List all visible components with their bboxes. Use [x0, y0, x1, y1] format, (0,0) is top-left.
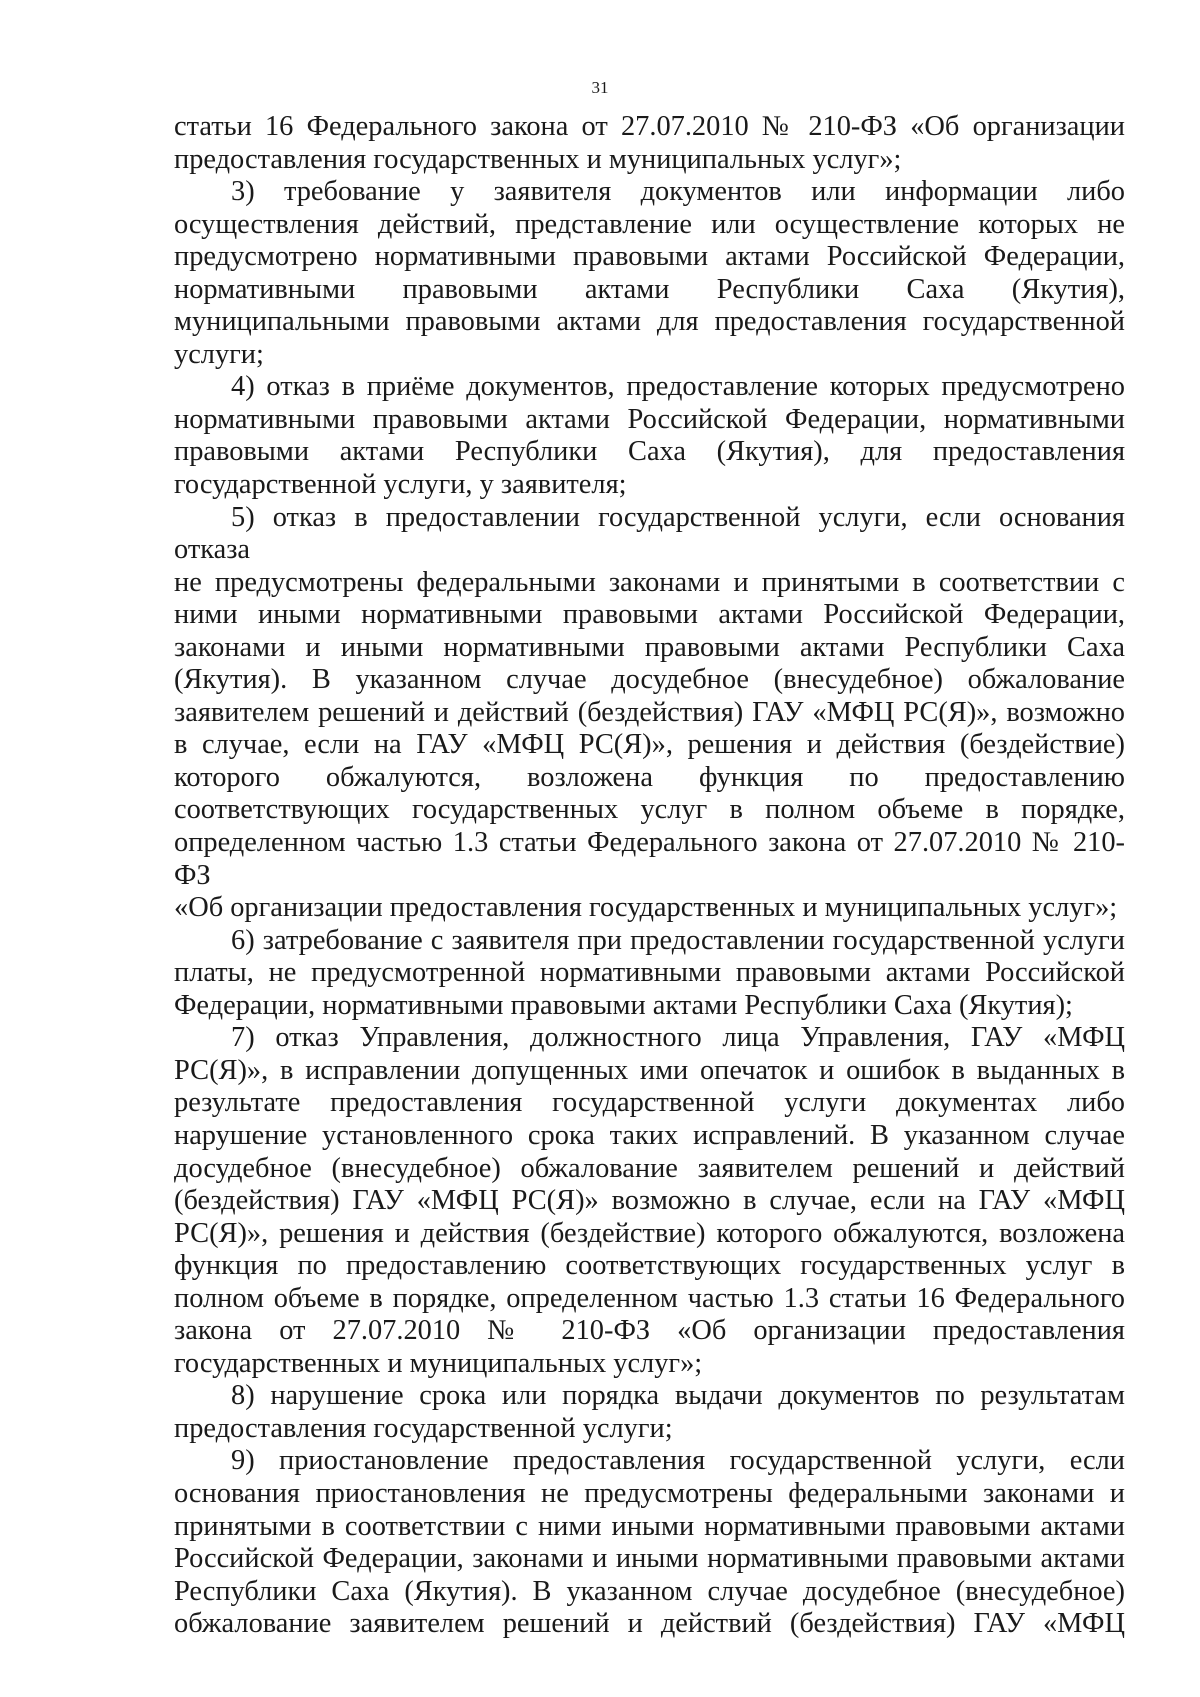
text-line: функция по предоставлению соответствующих государственных услуг в — [174, 1250, 1125, 1282]
paragraph — [174, 111, 1125, 176]
text-line: 5) отказ в предоставлении государственной услуги, если основания отказа — [174, 501, 1125, 566]
text-line: обжалование заявителем решений и действий (бездействия) ГАУ «МФЦ — [174, 1608, 1125, 1640]
text-line: 4) отказ в приёме документов, предоставление которых предусмотрено — [231, 371, 1125, 403]
text-line: статьи 16 Федерального закона от 27.07.2010 № 210-ФЗ «Об организации — [174, 111, 1125, 142]
text-line: платы, не предусмотренной нормативными правовыми актами Российской — [174, 957, 1125, 989]
text-line: соответствующих государственных услуг в полном объеме в порядке, — [174, 794, 1125, 826]
text-line: «Об организации предоставления государственных и муниципальных услуг»; — [174, 892, 1118, 924]
text-line: результате предоставления государственной услуги документах либо — [174, 1087, 1125, 1119]
text-line: полном объеме в порядке, определенном частью 1.3 статьи 16 Федерального — [174, 1282, 1125, 1314]
text-line: услуги; — [174, 338, 264, 370]
text-line: нормативными правовыми актами Республики Саха (Якутия), — [174, 273, 1125, 305]
text-line: определенном частью 1.3 статьи Федерального закона от 27.07.2010 № 210-ФЗ — [174, 827, 1125, 891]
text-line: нормативными правовыми актами Российской Федерации, нормативными — [174, 403, 1125, 435]
text-line: Федерации, нормативными правовыми актами Республики Саха (Якутия); — [174, 989, 1073, 1021]
text-line: Республики Саха (Якутия). В указанном случае досудебное (внесудебное) — [174, 1575, 1125, 1607]
page-number: 31 — [591, 78, 609, 97]
text-line: основания приостановления не предусмотрены федеральными законами и — [174, 1477, 1125, 1509]
paragraph — [174, 1380, 1125, 1445]
paragraph — [174, 925, 1125, 1023]
text-line: 6) затребование с заявителя при предоставлении государственной услуги — [231, 924, 1125, 956]
text-line: заявителем решений и действий (бездействия) ГАУ «МФЦ РС(Я)», возможно — [174, 696, 1125, 728]
text-line: нарушение установленного срока таких исправлений. В указанном случае — [174, 1119, 1125, 1151]
paragraph — [174, 1022, 1125, 1380]
text-line: (Якутия). В указанном случае досудебное (внесудебное) обжалование — [174, 664, 1125, 696]
document-body — [174, 111, 1125, 1641]
text-line: досудебное (внесудебное) обжалование заявителем решений и действий — [174, 1152, 1125, 1184]
text-line: государственных и муниципальных услуг»; — [174, 1347, 703, 1379]
text-line: предоставления государственных и муниципальных услуг»; — [174, 143, 902, 175]
text-line: предоставления государственной услуги; — [174, 1412, 673, 1444]
text-line: принятыми в соответствии с ними иными нормативными правовыми актами — [174, 1510, 1125, 1542]
text-line: Российской Федерации, законами и иными нормативными правовыми актами — [174, 1543, 1125, 1575]
text-line: РС(Я)», в исправлении допущенных ими опечаток и ошибок в выданных в — [174, 1054, 1125, 1086]
paragraph — [174, 502, 1125, 925]
text-line: РС(Я)», решения и действия (бездействие) которого обжалуются, возложена — [174, 1217, 1125, 1249]
text-line: ними иными нормативными правовыми актами Российской Федерации, — [174, 599, 1125, 631]
text-line: 9) приостановление предоставления государственной услуги, если — [231, 1445, 1125, 1477]
paragraph — [174, 1445, 1125, 1640]
text-line: в случае, если на ГАУ «МФЦ РС(Я)», решения и действия (бездействие) — [174, 729, 1125, 761]
text-line: 8) нарушение срока или порядка выдачи документов по результатам — [231, 1380, 1125, 1412]
text-line: (бездействия) ГАУ «МФЦ РС(Я)» возможно в случае, если на ГАУ «МФЦ — [174, 1185, 1125, 1217]
paragraph — [174, 176, 1125, 371]
text-line: муниципальными правовыми актами для предоставления государственной — [174, 306, 1125, 338]
text-line: 3) требование у заявителя документов или информации либо — [231, 176, 1125, 208]
text-line: осуществления действий, представление или осуществление которых не — [174, 208, 1125, 240]
text-line: предусмотрено нормативными правовыми актами Российской Федерации, — [174, 241, 1125, 273]
text-line: правовыми актами Республики Саха (Якутия), для предоставления — [174, 436, 1125, 468]
text-line: 7) отказ Управления, должностного лица Управления, ГАУ «МФЦ — [231, 1022, 1125, 1054]
text-line: которого обжалуются, возложена функция по предоставлению — [174, 761, 1125, 793]
paragraph — [174, 371, 1125, 501]
text-line: закона от 27.07.2010 № 210-ФЗ «Об организации предоставления — [174, 1315, 1125, 1347]
text-line: государственной услуги, у заявителя; — [174, 469, 627, 501]
text-line: не предусмотрены федеральными законами и принятыми в соответствии с — [174, 566, 1125, 598]
text-line: законами и иными нормативными правовыми актами Республики Саха — [174, 631, 1125, 663]
